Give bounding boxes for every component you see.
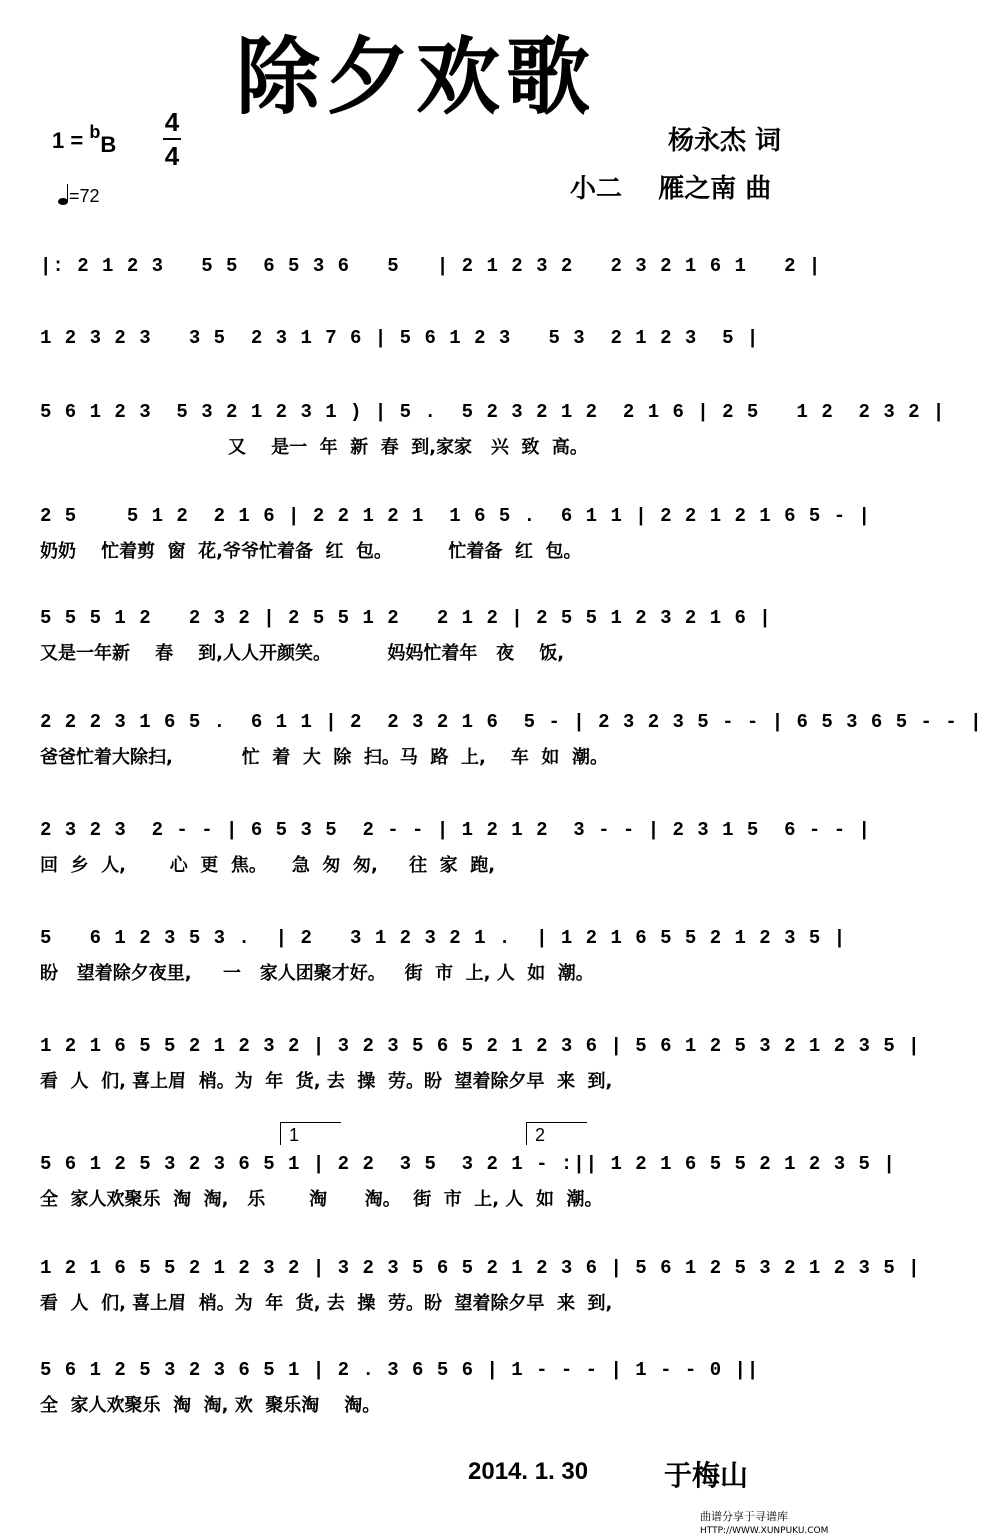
arranger-name: 于梅山 [664, 1459, 749, 1492]
lyrics-row: 回 乡 人, 心 更 焦。 急 匆 匆, 往 家 跑, [40, 855, 496, 876]
composer-credit: 小二 雁之南 曲 [570, 174, 772, 204]
composition-date: 2014. 1. 30 [468, 1458, 589, 1485]
score-line-10 [40, 1150, 896, 1230]
watermark-line-1: 曲谱分享于寻谱库 [700, 1510, 788, 1523]
score-line-5 [40, 604, 810, 684]
key-signature [52, 122, 117, 157]
score-line-2 [40, 324, 810, 404]
score-line-12 [40, 1356, 810, 1436]
time-signature-top: 4 [164, 107, 180, 137]
notation-row: 5 6 1 2 3 5 3 . | 2 3 1 2 3 2 1 . | 1 2 1 6 5 5 2 1 2 3 5 | [40, 927, 847, 949]
notation-row: 1 2 1 6 5 5 2 1 2 3 2 | 3 2 3 5 6 5 2 1 2 3 6 | 5 6 1 2 5 3 2 1 2 3 5 | [40, 1257, 921, 1279]
volta-label: 1 [289, 1125, 300, 1145]
lyrics-row: 又是一年新 春 到,人人开颜笑。 妈妈忙着年 夜 饭, [40, 643, 565, 664]
score-line-6 [40, 708, 983, 788]
flat-sign: b [89, 122, 101, 142]
tempo-marking [58, 186, 100, 207]
notation-row: 5 6 1 2 3 5 3 2 1 2 3 1 ) | 5 . 5 2 3 2 1 2 2 1 6 | 2 5 1 2 2 3 2 | [40, 401, 946, 423]
time-signature-divider [163, 138, 181, 140]
volta-second-ending [526, 1122, 587, 1145]
notation-row: |: 2 1 2 3 5 5 6 5 3 6 5 | 2 1 2 3 2 2 3 2 1 6 1 2 | [40, 255, 822, 277]
watermark-line-2: HTTP://WWW.XUNPUKU.COM [700, 1526, 829, 1536]
lyrics-row: 爸爸忙着大除扫, 忙 着 大 除 扫。马 路 上, 车 如 潮。 [40, 747, 608, 768]
score-line-7 [40, 816, 871, 896]
lyrics-row: 全 家人欢聚乐 淘 淘, 欢 聚乐淘 淘。 [40, 1395, 381, 1416]
time-signature-bottom: 4 [164, 141, 180, 171]
lyrics-row: 看 人 们, 喜上眉 梢。为 年 货, 去 操 劳。盼 望着除夕早 来 到, [40, 1071, 613, 1092]
score-line-1 [40, 252, 822, 332]
score-line-11 [40, 1254, 921, 1334]
lyrics-row: 盼 望着除夕夜里, 一 家人团聚才好。 街 市 上, 人 如 潮。 [40, 963, 594, 984]
key-prefix: 1 = [52, 128, 84, 153]
quarter-note-icon [58, 198, 68, 205]
key-note: B [100, 132, 117, 157]
notation-row: 2 2 2 3 1 6 5 . 6 1 1 | 2 2 3 2 1 6 5 - | 2 3 2 3 5 - - | 6 5 3 6 5 - - | [40, 711, 983, 733]
lyrics-row: 全 家人欢聚乐 淘 淘, 乐 淘 淘。 街 市 上, 人 如 潮。 [40, 1189, 603, 1210]
lyrics-row: 奶奶 忙着剪 窗 花,爷爷忙着备 红 包。 忙着备 红 包。 [40, 541, 582, 562]
score-line-3 [40, 398, 946, 478]
score-line-8 [40, 924, 847, 1004]
score-line-9 [40, 1032, 921, 1112]
volta-first-ending [280, 1122, 341, 1145]
notation-row: 2 5 5 1 2 2 1 6 | 2 2 1 2 1 1 6 5 . 6 1 1 | 2 2 1 2 1 6 5 - | [40, 505, 871, 527]
tempo-value: =72 [69, 186, 100, 206]
notation-row: 5 6 1 2 5 3 2 3 6 5 1 | 2 . 3 6 5 6 | 1 - - - | 1 - - 0 || [40, 1359, 760, 1381]
watermark [700, 1510, 828, 1538]
notation-row: 2 3 2 3 2 - - | 6 5 3 5 2 - - | 1 2 1 2 3 - - | 2 3 1 5 6 - - | [40, 819, 871, 841]
notation-row: 5 6 1 2 5 3 2 3 6 5 1 | 2 2 3 5 3 2 1 - :|| 1 2 1 6 5 5 2 1 2 3 5 | [40, 1153, 896, 1175]
page-title: 除夕欢歌 [236, 28, 597, 126]
notation-row: 1 2 3 2 3 3 5 2 3 1 7 6 | 5 6 1 2 3 5 3 2 1 2 3 5 | [40, 327, 760, 349]
notation-row: 5 5 5 1 2 2 3 2 | 2 5 5 1 2 2 1 2 | 2 5 5 1 2 3 2 1 6 | [40, 607, 772, 629]
volta-label: 2 [535, 1125, 546, 1145]
notation-row: 1 2 1 6 5 5 2 1 2 3 2 | 3 2 3 5 6 5 2 1 2 3 6 | 5 6 1 2 5 3 2 1 2 3 5 | [40, 1035, 921, 1057]
time-signature [163, 108, 181, 170]
lyrics-row: 又 是一 年 新 春 到,家家 兴 致 高。 [40, 437, 588, 458]
lyricist-credit: 杨永杰 词 [668, 126, 782, 156]
lyrics-row: 看 人 们, 喜上眉 梢。为 年 货, 去 操 劳。盼 望着除夕早 来 到, [40, 1293, 613, 1314]
score-line-4 [40, 502, 871, 582]
